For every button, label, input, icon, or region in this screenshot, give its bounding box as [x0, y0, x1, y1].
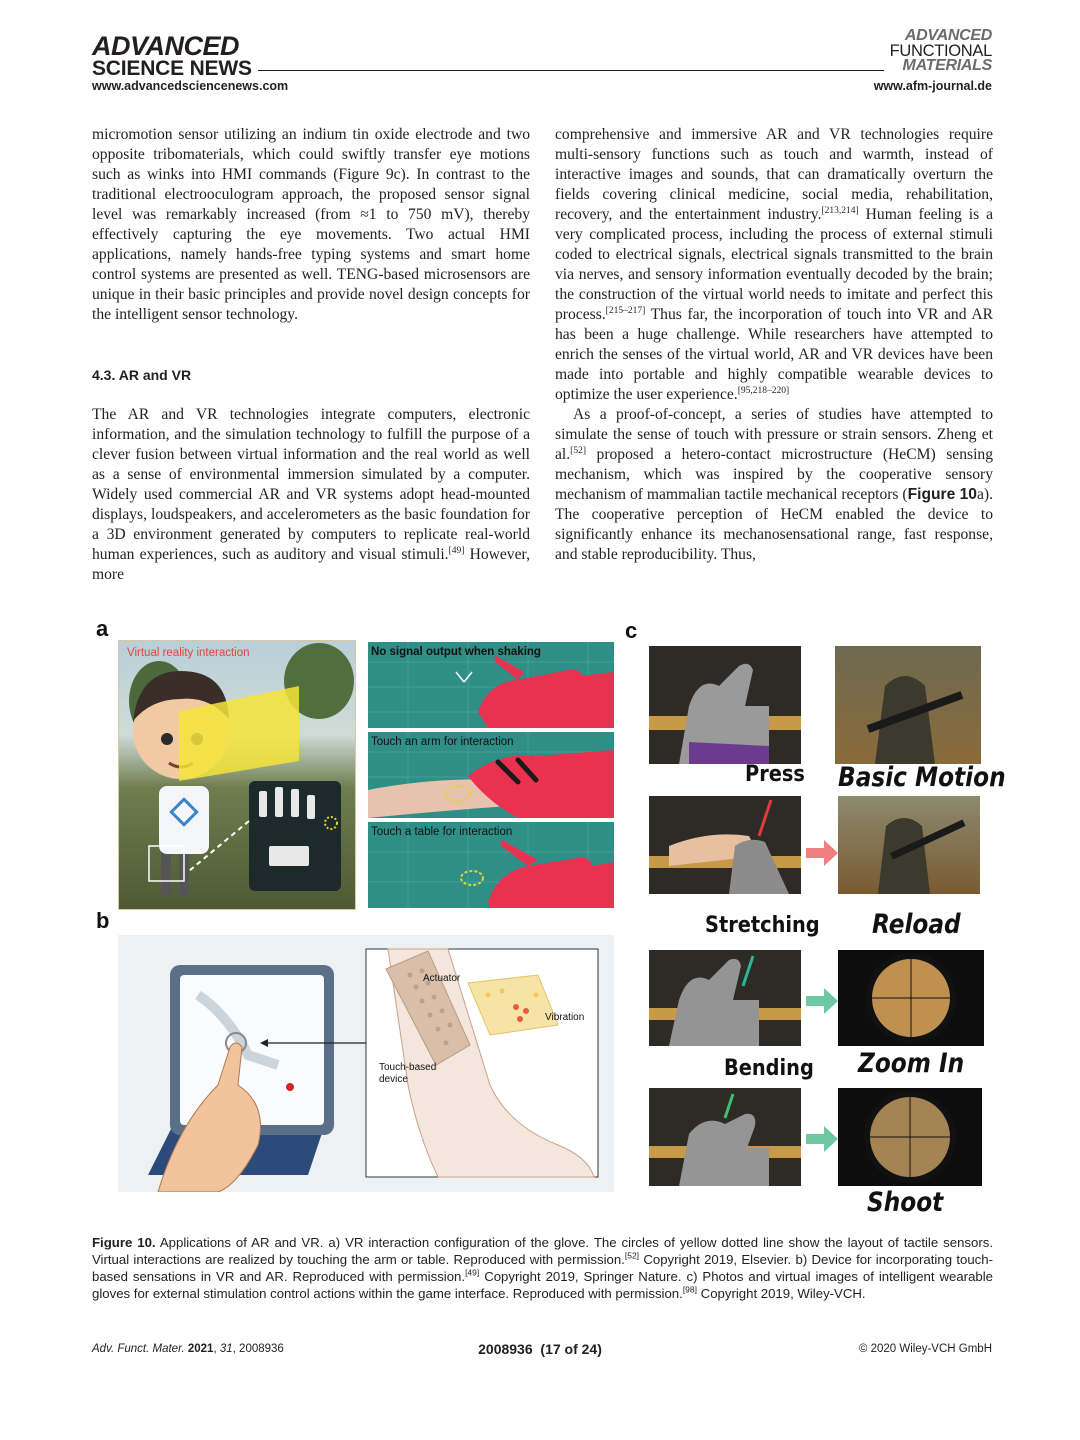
volume: 31 — [219, 1343, 233, 1355]
text-run: As a proof-of-concept, a series of studies have attempted to simulate the sense of touch with pressure or strain sensors. Zheng et al. — [555, 406, 993, 463]
paragraph: micromotion sensor utilizing an indium tin oxide electrode and two opposite tribomaterials, which could swiftly transfer eye motions such as winks into HMI commands (Figure 9c). In contrast to the traditional electrooculogram approach, the proposed sensor signal level was remarkably increased (from ≈1 to 750 mV), thereby effectively capturing the eye movements. Two actual HMI applications, namely hands-free typing systems and smart home control systems are presented as well. TENG-based microsensors are unique in their basic principles and provide novel design concepts for the intelligent sensor technology. — [92, 126, 530, 323]
reference-link[interactable]: [215–217] — [605, 305, 646, 316]
motion-label: Basic Motion — [838, 762, 1006, 793]
text-run: The AR and VR technologies integrate computers, electronic information, and the simulation technology to fulfill the purpose of a clever fusion between virtual information and the real world as well as a sense of environmental immersion simulated by a computer. Widely used commercial AR and VR systems adopt head-mounted displays, loudspeakers, and accelerometers as the basic foundation for a 3D environment generated by computers to replicate real-world human experiences, such as auditory and visual stimuli. — [92, 406, 530, 563]
glove-bend-drawing — [649, 1088, 801, 1186]
arrow-icon — [806, 840, 838, 866]
glove-press-image — [649, 796, 801, 894]
caption-text: Copyright 2019, Wiley-VCH. — [697, 1286, 866, 1301]
panel-label-b: b — [96, 908, 110, 933]
figure-link[interactable]: Figure 10 — [907, 486, 977, 503]
text-run: a). The cooperative perception of HeCM enabled the device to significantly enhance its mechanosensational range, fast response, and stable reproducibility. Thus, — [555, 486, 993, 563]
shake-label: No signal output when shaking — [371, 646, 541, 658]
action-label: Bending — [724, 1056, 814, 1081]
action-label: Stretching — [705, 913, 820, 938]
journal-logo-line1: ADVANCED — [904, 27, 992, 44]
panel-label-a: a — [96, 616, 109, 641]
journal-abbrev: Adv. Funct. Mater. — [92, 1343, 185, 1355]
glove-press-drawing — [649, 796, 801, 894]
arm-label: Touch an arm for interaction — [371, 736, 514, 748]
glove-stretch-drawing — [649, 950, 801, 1046]
reference-link[interactable]: [52] — [624, 1250, 640, 1261]
paragraph — [555, 405, 993, 565]
article-number: 2008936 — [239, 1343, 284, 1355]
game-basic-motion-drawing — [835, 646, 981, 764]
citation-footer: Adv. Funct. Mater. 2021, 31, 2008936 — [92, 1343, 284, 1355]
text-run: Human feeling is a very complicated process, including the process of external stimuli coded to electrical signals, electrical signals transmitted to the brain via nerves, and sensory information eventually decoded by the brain; the construction of the virtual world needs to imitate and perfect this process. — [555, 206, 993, 323]
vr-scene-image — [118, 640, 356, 910]
arrow-icon — [806, 1126, 838, 1152]
left-column — [92, 125, 530, 585]
panel-label-c: c — [625, 618, 638, 643]
haptic-device-drawing — [118, 935, 614, 1192]
table-label: Touch a table for interaction — [371, 826, 513, 838]
publisher-logo-line1: ADVANCED — [92, 31, 240, 61]
touch-device-label-1: Touch-based — [379, 1062, 437, 1073]
game-basic-motion-image — [835, 646, 981, 764]
vr-interaction-label: Virtual reality interaction — [127, 647, 250, 659]
copyright: © 2020 Wiley-VCH GmbH — [858, 1343, 992, 1355]
journal-logo-line3: MATERIALS — [902, 56, 992, 74]
publisher-url[interactable]: www.advancedsciencenews.com — [92, 79, 289, 93]
actuator-label: Actuator — [423, 973, 461, 984]
text-run: proposed a hetero-contact microstructure (HeCM) sensing mechanism, which was inspired by the cooperative sensory mechanism of mammalian tactile mechanical receptors ( — [555, 446, 993, 503]
glove-basic-drawing — [649, 646, 801, 764]
journal-logo-line2: FUNCTIONAL — [889, 41, 992, 60]
reference-link[interactable]: [52] — [570, 445, 586, 456]
reference-link[interactable]: [49] — [465, 1267, 480, 1278]
game-zoom-drawing — [838, 950, 984, 1046]
game-zoom-image — [838, 950, 984, 1046]
figure-10 — [0, 610, 1080, 1220]
reference-link[interactable]: [213,214] — [821, 205, 859, 216]
journal-logo — [890, 29, 992, 74]
game-shoot-drawing — [838, 1088, 982, 1186]
action-label: Press — [745, 762, 805, 787]
glove-arm-image — [368, 732, 614, 818]
section-heading: 4.3. AR and VR — [92, 367, 192, 383]
caption-label: Figure 10. — [92, 1235, 156, 1250]
text-run: comprehensive and immersive AR and VR technologies require multi-sensory functions such as touch and warmth, instead of interactive images and sounds, that can dramatically overturn the fields covering clinical medicine, social media, rehabilitation, recovery, and the entertainment industry. — [555, 126, 993, 223]
text-run: Thus far, the incorporation of touch into VR and AR has been a huge challenge. While researchers have attempted to enrich the senses of the virtual world, AR and VR devices have been made into portable and highly compatible wearable devices to optimize the user experience. — [555, 306, 993, 403]
paragraph — [92, 405, 530, 585]
glove-table-image — [368, 822, 614, 908]
glove-shaking-image — [368, 642, 614, 728]
caption-text: Copyright 2019, Springer Nature. c) Photos and virtual images of intelligent wearable gloves for external stimulation control actions within the game interface. Reproduced with permission. — [92, 1269, 994, 1301]
text-run: However, more — [92, 546, 530, 583]
publisher-logo — [92, 31, 252, 80]
haptic-device-illustration — [118, 935, 614, 1192]
paragraph — [555, 125, 993, 405]
reference-link[interactable]: [49] — [448, 545, 465, 556]
reference-link[interactable]: [98] — [682, 1284, 697, 1295]
vr-scene-illustration — [119, 641, 355, 909]
glove-stretch-image — [649, 950, 801, 1046]
motion-label: Reload — [872, 909, 961, 940]
year: 2021 — [187, 1343, 214, 1355]
motion-label: Shoot — [867, 1187, 944, 1218]
caption-text: Applications of AR and VR. a) VR interaction configuration of the glove. The circles of yellow dotted line show the layout of tactile sensors. Virtual interactions are realized by touching the arm or table. Reproduced with permission. — [92, 1235, 993, 1267]
right-column — [555, 125, 993, 565]
arrow-icon — [806, 988, 838, 1014]
motion-label: Zoom In — [858, 1048, 965, 1079]
caption-text: Copyright 2019, Elsevier. b) Device for incorporating touch-based sensations in VR and AR. Reproduced with permission. — [92, 1252, 993, 1284]
figure-caption — [92, 1234, 993, 1302]
glove-basic-image — [649, 646, 801, 764]
game-reload-image — [838, 796, 980, 894]
glove-bend-image — [649, 1088, 801, 1186]
touch-device-label-2: device — [379, 1074, 408, 1085]
publisher-logo-line2: SCIENCE NEWS — [92, 56, 252, 80]
header-rule — [258, 70, 884, 71]
reference-link[interactable]: [95,218–220] — [737, 385, 790, 396]
vibration-label: Vibration — [545, 1012, 585, 1023]
game-reload-drawing — [838, 796, 980, 894]
journal-url[interactable]: www.afm-journal.de — [873, 79, 992, 93]
game-shoot-image — [838, 1088, 982, 1186]
page-number: 2008936 (17 of 24) — [478, 1341, 602, 1357]
